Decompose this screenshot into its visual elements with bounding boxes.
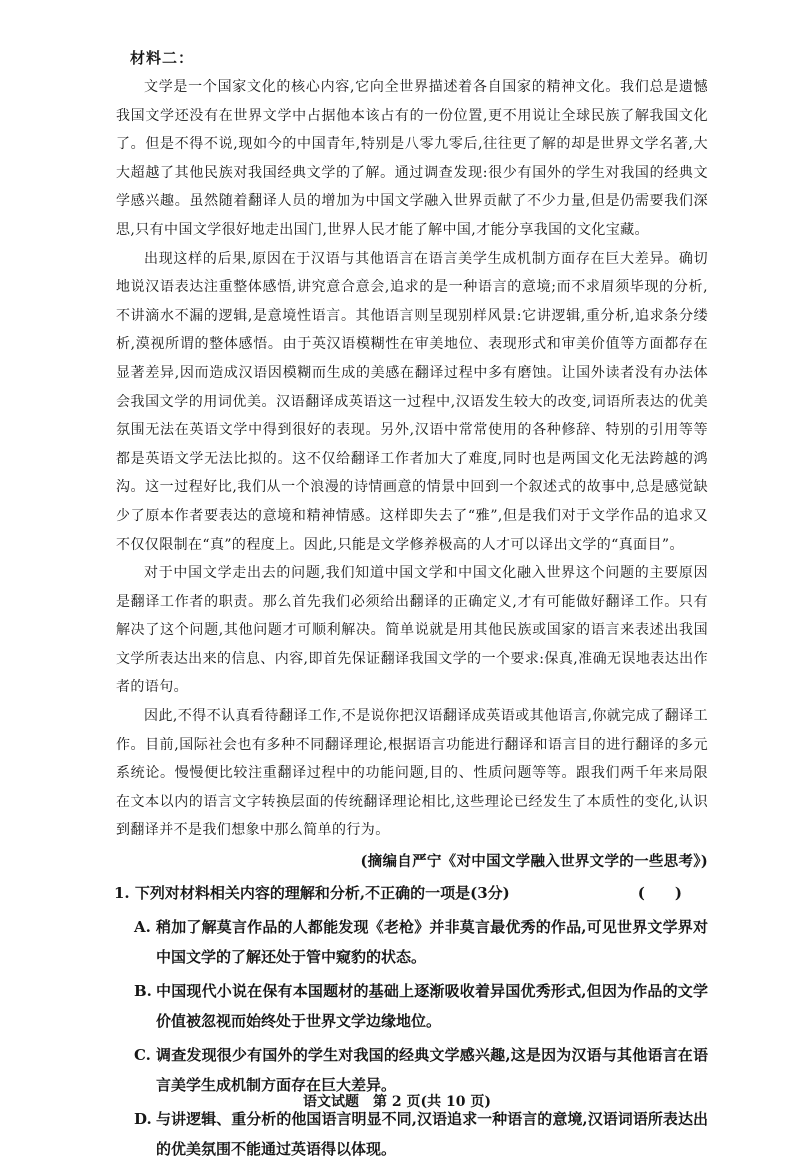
question-1 <box>114 878 708 908</box>
paragraph: 对于中国文学走出去的问题,我们知道中国文学和中国文化融入世界这个问题的主要原因是翻译工作者的职责。那么首先我们必须给出翻译的正确定义,才有可能做好翻译工作。只有解决了这个问题,其他问题才可顺利解决。简单说就是用其他民族或国家的语言来表述出我国文学所表达出来的信息、内容,即首先保证翻译我国文学的一个要求:保真,准确无误地表达出作者的语句。 <box>116 565 708 696</box>
option-a <box>134 912 708 972</box>
material-body <box>116 73 708 845</box>
option-text: 稍加了解莫言作品的人都能发现《老枪》并非莫言最优秀的作品,可见世界文学界对中国文学的了解还处于管中窥豹的状态。 <box>156 918 708 967</box>
option-label: A. <box>134 918 151 937</box>
paragraph: 文学是一个国家文化的核心内容,它向全世界描述着各自国家的精神文化。我们总是遗憾我国文学还没有在世界文学中占据他本该占有的一份位置,更不用说让全球民族了解我国文化了。但是不得不说,现如今的中国青年,特别是八零九零后,往往更了解的却是世界文学名著,大大超越了其他民族对我国经典文学的了解。通过调查发现:很少有国外的学生对我国的经典文学感兴趣。虽然随着翻译人员的增加为中国文学融入世界贡献了不少力量,但是仍需要我们深思,只有中国文学很好地走出国门,世界人民才能了解中国,才能分享我国的文化宝藏。 <box>116 79 708 238</box>
paragraph: 出现这样的后果,原因在于汉语与其他语言在语言美学生成机制方面存在巨大差异。确切地说汉语表达注重整体感悟,讲究意合意会,追求的是一种语言的意境;而不求眉须毕现的分析,不讲滴水不漏的逻辑,是意境性语言。其他语言则呈现别样风景:它讲逻辑,重分析,追求条分缕析,漠视所谓的整体感悟。由于英汉语模糊性在审美地位、表现形式和审美价值等方面都存在显著差异,因而造成汉语因模糊而生成的美感在翻译过程中多有磨蚀。让国外读者没有办法体会我国文学的用词优美。汉语翻译成英语这一过程中,汉语发生较大的改变,词语所表达的优美氛围无法在英语文学中得到很好的表现。另外,汉语中常常使用的各种修辞、特别的引用等等都是英语文学无法比拟的。这不仅给翻译工作者加大了难度,同时也是两国文化无法跨越的鸿沟。这一过程好比,我们从一个浪漫的诗情画意的情景中回到一个叙述式的故事中,总是感觉缺少了原本作者要表达的意境和精神情感。这样即失去了“雅”,但是我们对于文学作品的追求又不仅仅限制在“真”的程度上。因此,只能是文学修养极高的人才可以译出文学的“真面目”。 <box>116 250 708 553</box>
question-stem: 1. 下列对材料相关内容的理解和分析,不正确的一项是(3分) <box>114 884 510 903</box>
answer-options <box>134 912 708 1164</box>
page-footer: 语文试题 第 2 页(共 10 页) <box>303 1094 491 1110</box>
paragraph: 因此,不得不认真看待翻译工作,不是说你把汉语翻译成英语或其他语言,你就完成了翻译工作。目前,国际社会也有多种不同翻译理论,根据语言功能进行翻译和语言目的进行翻译的多元系统论。慢慢便比较注重翻译过程中的功能问题,目的、性质问题等等。跟我们两千年来局限在文本以内的语言文字转换层面的传统翻译理论相比,这些理论已经发生了本质性的变化,认识到翻译并不是我们想象中那么简单的行为。 <box>116 708 708 839</box>
option-b <box>134 976 708 1036</box>
option-text: 中国现代小说在保有本国题材的基础上逐渐吸收着异国优秀形式,但因为作品的文学价值被忽视而始终处于世界文学边缘地位。 <box>156 982 708 1031</box>
option-label: C. <box>134 1046 151 1065</box>
option-text: 调查发现很少有国外的学生对我国的经典文学感兴趣,这是因为汉语与其他语言在语言美学生成机制方面存在巨大差异。 <box>156 1046 708 1095</box>
option-label: D. <box>134 1110 152 1129</box>
source-citation: (摘编自严宁《对中国文学融入世界文学的一些思考》) <box>360 853 708 871</box>
option-label: B. <box>134 982 152 1001</box>
option-text: 与讲逻辑、重分析的他国语言明显不同,汉语追求一种语言的意境,汉语词语所表达出的优美氛围不能通过英语得以体现。 <box>156 1110 708 1159</box>
material-heading: 材料二： <box>130 49 195 67</box>
answer-blank: ( ) <box>637 884 682 903</box>
option-d <box>134 1104 708 1164</box>
